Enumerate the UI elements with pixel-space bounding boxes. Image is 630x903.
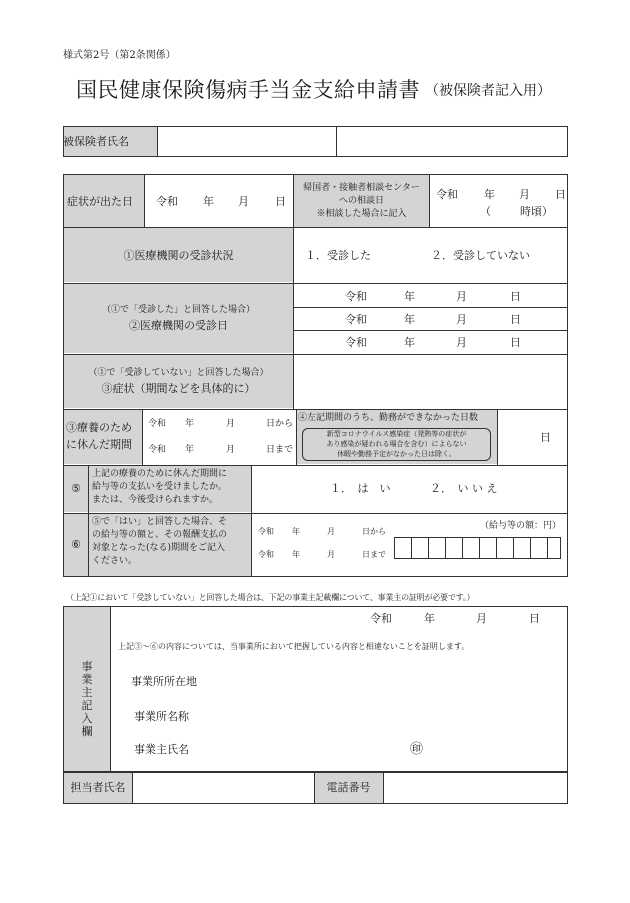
q4-unit: 日 bbox=[540, 431, 551, 444]
center-hour-close: 時頃） bbox=[520, 205, 553, 218]
symptom-date-day: 日 bbox=[275, 195, 286, 208]
q6-to-era: 令和 bbox=[258, 550, 274, 559]
rest-label-1: ③療養のため bbox=[66, 421, 132, 434]
phone-label: 電話番号 bbox=[326, 781, 371, 794]
symptom-date-year: 年 bbox=[203, 195, 214, 208]
q2-date1-year: 年 bbox=[404, 290, 415, 303]
q2-label: ②医療機関の受診日 bbox=[129, 319, 228, 332]
amount-digit-box[interactable] bbox=[479, 537, 497, 559]
rest-to-year: 年 bbox=[185, 445, 195, 455]
q6-text-1: ⑤で「はい」と回答した場合、そ bbox=[92, 517, 228, 527]
q5-option-yes[interactable]: １． は い bbox=[330, 482, 391, 495]
page-subtitle: （被保険者記入用） bbox=[425, 83, 551, 99]
seal-icon: ㊞ bbox=[410, 742, 424, 757]
symptom-date-month: 月 bbox=[238, 195, 249, 208]
staff-name-field[interactable] bbox=[133, 773, 313, 803]
amount-digit-box[interactable] bbox=[530, 537, 548, 559]
rest-from-year: 年 bbox=[185, 419, 195, 429]
staff-label: 担当者氏名 bbox=[70, 781, 126, 794]
q5-option-no[interactable]: ２． い い え bbox=[430, 482, 498, 495]
q6-amount-label: （給与等の額：円） bbox=[480, 521, 562, 531]
rest-from-month: 月 bbox=[226, 419, 236, 429]
q2-date3-month: 月 bbox=[456, 336, 467, 349]
q6-to-year: 年 bbox=[292, 550, 300, 559]
q2-date1-era: 令和 bbox=[345, 290, 367, 303]
amount-digit-box[interactable] bbox=[428, 537, 446, 559]
center-hour-open: （ bbox=[480, 205, 491, 218]
q6-to-month: 月 bbox=[327, 550, 335, 559]
rest-to-month: 月 bbox=[226, 445, 236, 455]
q6-number: ⑥ bbox=[71, 538, 81, 551]
q6-from-suffix: 日から bbox=[362, 527, 386, 536]
rest-to-suffix: 日まで bbox=[266, 445, 294, 455]
q2-date1-month: 月 bbox=[456, 290, 467, 303]
symptom-label: 症状が出た日 bbox=[67, 195, 133, 208]
insured-name-label: 被保険者氏名 bbox=[63, 135, 129, 148]
phone-field[interactable] bbox=[384, 773, 567, 803]
symptom-date-era: 令和 bbox=[156, 195, 178, 208]
center-date-month: 月 bbox=[519, 188, 530, 201]
q1-option-not-visited[interactable]: ２．受診していない bbox=[431, 249, 530, 262]
employer-date-month: 月 bbox=[476, 612, 487, 625]
q6-text-3: 対象となった(なる)期間をご記入 bbox=[92, 543, 226, 553]
q6-to-suffix: 日まで bbox=[362, 550, 386, 559]
q6-from-year: 年 bbox=[292, 527, 300, 536]
center-date-year: 年 bbox=[484, 188, 495, 201]
center-date-era: 令和 bbox=[436, 188, 458, 201]
q5-text-3: または、今後受けられますか。 bbox=[92, 495, 219, 505]
employer-date-era: 令和 bbox=[370, 612, 392, 625]
q2-note: （①で「受診した」と回答した場合） bbox=[101, 305, 255, 315]
insured-name-field[interactable] bbox=[157, 126, 337, 157]
amount-digit-box[interactable] bbox=[462, 537, 480, 559]
employer-date-day: 日 bbox=[529, 612, 540, 625]
employer-date-year: 年 bbox=[424, 612, 435, 625]
q2-date2-month: 月 bbox=[456, 313, 467, 326]
q2-date3-year: 年 bbox=[404, 336, 415, 349]
amount-digit-box[interactable] bbox=[445, 537, 463, 559]
page-title: 国民健康保険傷病手当金支給申請書 bbox=[76, 78, 420, 102]
rest-label-cell bbox=[64, 410, 142, 464]
rest-to-era: 令和 bbox=[148, 445, 167, 455]
q6-from-era: 令和 bbox=[258, 527, 274, 536]
q6-text-2: の給与等の額と、その報酬支払の bbox=[92, 530, 228, 540]
q5-number: ⑤ bbox=[71, 482, 81, 495]
q5-text-1: 上記の療養のために休んだ期間に bbox=[92, 469, 228, 479]
amount-digit-box[interactable] bbox=[547, 537, 561, 559]
employer-address-label: 事業所所在地 bbox=[131, 675, 197, 688]
q4-label: ④左記期間のうち、勤務ができなかった日数 bbox=[298, 413, 479, 423]
form-number: 様式第2号（第2条関係） bbox=[63, 50, 176, 61]
rest-from-era: 令和 bbox=[148, 419, 167, 429]
amount-digit-box[interactable] bbox=[513, 537, 531, 559]
amount-digit-box[interactable] bbox=[496, 537, 514, 559]
q6-text-4: ください。 bbox=[92, 556, 138, 566]
rest-label-2: に休んだ期間 bbox=[66, 438, 132, 451]
center-label-2: への相談日 bbox=[338, 196, 384, 206]
q5-text-2: 給与等の支払いを受けましたか。 bbox=[92, 482, 228, 492]
amount-digit-box[interactable] bbox=[394, 537, 412, 559]
q4-note-2: あり感染が疑われる場合を含む）によらない bbox=[326, 440, 467, 448]
q3-symptom-field[interactable] bbox=[294, 355, 567, 408]
rest-from-suffix: 日から bbox=[266, 419, 294, 429]
q4-note-1: 新型コロナウイルス感染症（発熱等の症状が bbox=[326, 430, 467, 438]
employer-statement: 上記③～⑥の内容については、当事業所において把握している内容と相違ないことを証明します。 bbox=[118, 642, 470, 651]
center-note: ※相談した場合に記入 bbox=[316, 209, 407, 219]
q1-option-visited[interactable]: １．受診した bbox=[305, 249, 371, 262]
q1-label: ①医療機関の受診状況 bbox=[123, 249, 234, 262]
employer-owner-label: 事業主氏名 bbox=[134, 743, 189, 756]
employer-name-label: 事業所名称 bbox=[134, 710, 189, 723]
employer-notice: （上記①において「受診していない」と回答した場合は、下記の事業主記載欄について、事業主の証明が必要です。） bbox=[66, 593, 475, 602]
q2-date3-era: 令和 bbox=[345, 336, 367, 349]
amount-digit-box[interactable] bbox=[411, 537, 429, 559]
q2-date2-era: 令和 bbox=[345, 313, 367, 326]
q4-note-3: 休暇や勤務予定がなかった日は除く。 bbox=[337, 450, 456, 458]
q2-date2-year: 年 bbox=[404, 313, 415, 326]
center-date-day: 日 bbox=[555, 188, 566, 201]
q3-label: ③症状（期間などを具体的に） bbox=[101, 382, 256, 395]
q3-note: （①で「受診していない」と回答した場合） bbox=[88, 368, 269, 378]
employer-side-label: 事 業 主 記 入 欄 bbox=[81, 660, 93, 738]
insured-name-field-2[interactable] bbox=[336, 126, 568, 157]
center-label-1: 帰国者・接触者相談センター bbox=[303, 183, 420, 193]
q2-date1-day: 日 bbox=[510, 290, 521, 303]
q2-date3-day: 日 bbox=[510, 336, 521, 349]
q6-from-month: 月 bbox=[327, 527, 335, 536]
q2-date2-day: 日 bbox=[510, 313, 521, 326]
